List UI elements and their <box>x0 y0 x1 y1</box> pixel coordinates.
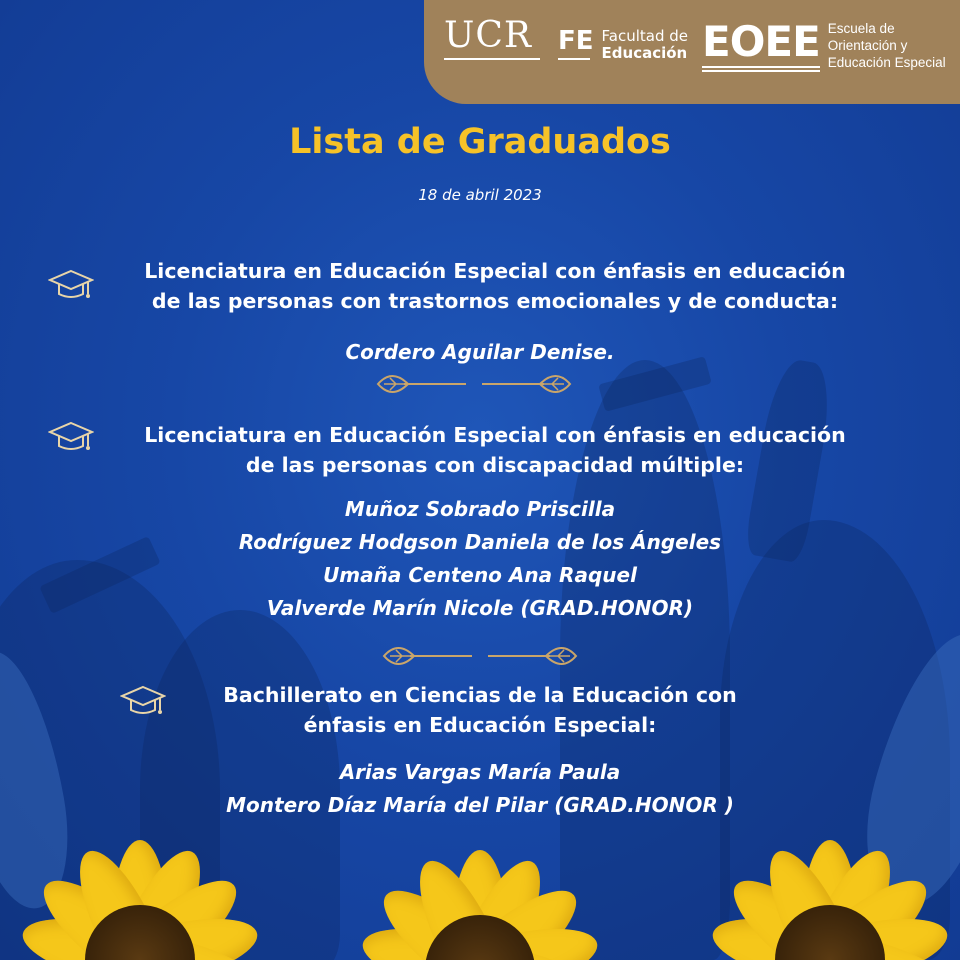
fe-logo-line <box>558 58 590 60</box>
leaf-divider-icon <box>374 366 574 402</box>
fe-logo <box>558 26 688 62</box>
eoee-line-2: Orientación y <box>827 38 908 53</box>
graduate-name: Arias Vargas María Paula <box>339 760 621 784</box>
program-title-line: Licenciatura en Educación Especial con énfasis en educación <box>144 259 846 283</box>
eoee-logo-text <box>828 20 946 71</box>
ucr-logo-text: UCR <box>444 15 532 56</box>
program-title <box>170 680 790 740</box>
program-title-line: de las personas con trastornos emocionales y de conducta: <box>151 289 839 313</box>
fe-line-1: Facultad de <box>601 27 689 45</box>
page-title: Lista de Graduados <box>289 122 671 162</box>
leaf-divider-icon <box>380 638 580 674</box>
graduate-list <box>0 493 960 625</box>
eoee-logo <box>702 17 946 72</box>
eoee-logo-lines <box>702 64 820 72</box>
graduate-list <box>0 336 960 369</box>
ucr-logo <box>444 16 544 60</box>
graduate-name: Cordero Aguilar Denise. <box>345 340 615 364</box>
sunflower <box>0 800 300 960</box>
eoee-logo-mark: EOEE <box>702 17 820 66</box>
sunflower <box>320 810 640 960</box>
ucr-logo-lines <box>444 58 544 60</box>
program-title <box>100 256 890 316</box>
graduate-name: Valverde Marín Nicole (GRAD.HONOR) <box>266 596 694 620</box>
graduation-cap-icon <box>48 420 94 454</box>
graduate-name: Montero Díaz María del Pilar (GRAD.HONOR ) <box>226 793 734 817</box>
institution-header <box>424 0 960 104</box>
eoee-line-3: Educación Especial <box>827 55 946 70</box>
fe-line-2: Educación <box>601 44 688 62</box>
fe-logo-text <box>602 28 688 62</box>
sunflower <box>660 790 960 960</box>
program-title <box>100 420 890 480</box>
fe-logo-mark: FE <box>558 26 594 56</box>
program-title-line: Bachillerato en Ciencias de la Educación con <box>223 683 737 707</box>
program-title-line: de las personas con discapacidad múltiple: <box>245 453 745 477</box>
program-title-line: Licenciatura en Educación Especial con énfasis en educación <box>144 423 846 447</box>
graduate-name: Rodríguez Hodgson Daniela de los Ángeles <box>238 530 722 554</box>
eoee-line-1: Escuela de <box>827 21 895 36</box>
event-date: 18 de abril 2023 <box>418 186 542 204</box>
graduation-cap-icon <box>120 684 166 718</box>
graduate-name: Umaña Centeno Ana Raquel <box>323 563 637 587</box>
graduation-cap-icon <box>48 268 94 302</box>
graduate-name: Muñoz Sobrado Priscilla <box>344 497 616 521</box>
program-title-line: énfasis en Educación Especial: <box>303 713 657 737</box>
